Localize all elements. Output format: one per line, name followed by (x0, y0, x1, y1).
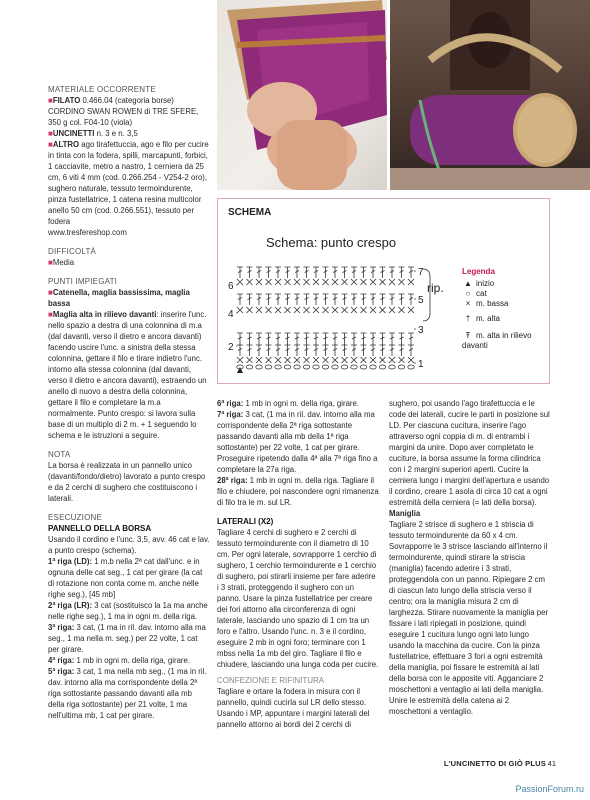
chain-stitch (370, 365, 376, 369)
chain-stitch (284, 365, 290, 369)
single-stitch (275, 307, 281, 313)
row-5: 5ª riga: 3 cat, 1 ma nella mb seg., (1 ma in ril. dav. intorno alla ma corrispondente della 2ª riga sottostante passando davanti alla mb della riga sottostante) per 21 volte, 1 ma nell'ultima mb, 1 cat per girare. (48, 667, 207, 720)
single-stitch (408, 307, 414, 313)
single-stitch (237, 357, 243, 363)
single-stitch (399, 357, 405, 363)
single-stitch (275, 357, 281, 363)
double-stitch (256, 267, 262, 278)
single-stitch (323, 357, 329, 363)
single-stitch (323, 279, 329, 285)
double-stitch (342, 267, 348, 278)
materials-filato: ■FILATO 0.466.04 (categoria borse) CORDINO SWAN ROWEN di TRE SFERE, 350 g col. F04-10 (viola) (48, 96, 199, 127)
double-stitch (408, 267, 414, 278)
double-stitch (408, 333, 414, 345)
double-stitch (361, 267, 367, 278)
double-stitch (389, 267, 395, 278)
execution-intro: Usando il cordino e l'unc. 3,5, avv. 46 cat e lav. a punto crespo (schema). (48, 535, 210, 555)
double-stitch (247, 333, 253, 345)
single-stitch (342, 357, 348, 363)
column-2 (217, 398, 379, 730)
repeat-bracket (423, 269, 430, 321)
row-number: 7 (418, 267, 424, 278)
double-stitch (323, 294, 329, 305)
single-stitch (370, 357, 376, 363)
single-stitch (256, 307, 262, 313)
double-stitch (313, 333, 319, 345)
single-stitch (266, 357, 272, 363)
single-stitch (304, 279, 310, 285)
double-stitch (294, 333, 300, 345)
double-stitch (370, 345, 376, 356)
single-stitch (247, 357, 253, 363)
row-number: 4 (228, 309, 234, 320)
double-stitch (247, 294, 253, 305)
single-stitch (408, 357, 414, 363)
finish-text: Tagliare e ortare la fodera in misura con il pannello, quindi cucirla sul LR dello stesso. Usando i MP, appuntare i margini laterali del pannello attorno ai bordi dei 2 cerchi di (217, 687, 370, 729)
single-stitch (247, 307, 253, 313)
double-stitch (342, 345, 348, 356)
single-stitch (332, 307, 338, 313)
double-stitch (361, 294, 367, 305)
single-stitch (389, 279, 395, 285)
lateral-text: Tagliare 4 cerchi di sughero e 2 cerchi di tessuto termoindurente con il diametro di 10 cm. Per ogni laterale, sovrapporre 1 cerchio di sughero, 1 cerchio termoindurente e 1 cerchio di sughero, poi stirarli insieme per fare aderire i 3 strati, proteggendo il sughero con un panno. Usare la pinza fustellatrice per creare dei fori attorno alla circonferenza di ogni laterale, lasciando uno spazio di 1 cm tra un foro e l'altro. Usando l'unc. n. 3 e il cordino, eseguire 2 mb in ogni foro; terminare con 1 mbss nella 1a mb del giro. Tagliare il filo e chiudere, lasciando una lunga coda per cucire. (217, 528, 379, 669)
double-stitch (304, 267, 310, 278)
chain-stitch (341, 365, 347, 369)
double-stitch (380, 294, 386, 305)
single-stitch (294, 279, 300, 285)
double-stitch (332, 267, 338, 278)
photo-bag-cylinder (390, 0, 590, 190)
row-28: 28ª riga: 1 mb in ogni m. della riga. Tagliare il filo e chiudere, poi nascondere ogni rimanenza di filo tra le m. sul LR. (217, 476, 379, 507)
single-stitch (266, 279, 272, 285)
single-stitch (380, 279, 386, 285)
chain-stitch (246, 365, 252, 369)
double-stitch (285, 267, 291, 278)
finish-heading: CONFEZIONE E RIFINITURA (217, 676, 325, 685)
single-stitch (351, 279, 357, 285)
double-stitch (370, 294, 376, 305)
page-number: 41 (547, 759, 556, 768)
single-stitch (399, 279, 405, 285)
single-stitch (285, 357, 291, 363)
legend-title: Legenda (462, 267, 495, 276)
double-stitch (399, 294, 405, 305)
double-stitch (237, 333, 243, 345)
double-stitch (342, 333, 348, 345)
chain-stitch (256, 365, 262, 369)
chain-stitch (408, 365, 414, 369)
note-text: La borsa è realizzata in un pannello unico (davanti/fondo/dietro) lavorato a punto crespo e da 2 cerchi di sughero che costituiscono i laterali. (48, 461, 206, 503)
double-stitch (389, 345, 395, 356)
single-stitch (304, 307, 310, 313)
single-stitch (370, 279, 376, 285)
column-1 (48, 84, 210, 721)
double-stitch (361, 345, 367, 356)
double-stitch (256, 294, 262, 305)
execution-heading: ESECUZIONE (48, 513, 103, 522)
chain-stitch (351, 365, 357, 369)
stitches-item-1: ■Catenella, maglia bassissima, maglia bassa (48, 288, 190, 308)
double-stitch (332, 345, 338, 356)
double-stitch (389, 333, 395, 345)
row-number: 2 (228, 342, 234, 353)
chain-stitch (379, 365, 385, 369)
chain-stitch (275, 365, 281, 369)
single-stitch (351, 357, 357, 363)
handle-text: Tagliare 2 strisce di sughero e 1 striscia di tessuto termoindurente da 60 x 4 cm. Sovrapporre le 3 strisce lasciando all'interno il termoindurente, quindi stirare la striscia (maniglia) facendo aderire i 3 strati, proteggendola con un panno. Ripiegare 2 cm di ciascun lato lungo della striscia verso il centro; ora la maniglia misura 2 cm di larghezza. Stirare nuovamente la maniglia per fissare i lati ripiegati in posizione, quindi eseguire 1 cucitura lungo ogni lato lungo usando la macchina da cucire. Con la pinza fustellatrice, effettuare 3 fori a ogni estremità della maniglia, poi fissare le estremità ai lati della borsa con le apposite viti. Agganciare 2 moschettoni a ventaglio ai lati della maniglia. Unire le estremità della catena ai 2 moschettoni a ventaglio. (389, 520, 549, 716)
chain-stitch (294, 365, 300, 369)
single-stitch (342, 279, 348, 285)
difficulty-value: ■Media (48, 258, 75, 267)
single-stitch (266, 307, 272, 313)
materials-website: www.tresfereshop.com (48, 228, 127, 237)
double-stitch (304, 333, 310, 345)
chain-stitch (398, 365, 404, 369)
single-stitch (294, 307, 300, 313)
single-stitch (256, 357, 262, 363)
double-stitch (275, 294, 281, 305)
chain-stitch (313, 365, 319, 369)
double-stitch (266, 345, 272, 356)
double-stitch (304, 294, 310, 305)
double-stitch (294, 294, 300, 305)
double-stitch (266, 294, 272, 305)
double-stitch (266, 333, 272, 345)
double-stitch (275, 267, 281, 278)
finish-text-continued: sughero, poi usando l'ago tirafettuccia e le code dei laterali, cucire le parti in posizione sul LD. Per ciascuna cucitura, inserire l'ago attraverso ogni coppia di m. di entrambi i margini da unire. Dopo aver completato le cuciture, la borsa assume la forma cilindrica con i 2 margini superiori aperti. Cucire la cerniera lungo i margini dell'apertura e usando il cordino, creare 1 asola di circa 10 cat a ogni estremità della cerniera (= lati della borsa). (389, 399, 550, 507)
single-stitch (380, 357, 386, 363)
double-stitch (399, 267, 405, 278)
double-stitch (294, 345, 300, 356)
double-stitch (399, 345, 405, 356)
row-1: 1ª riga (LD): 1 m.b nella 2ª cat dall'unc. e in ognuna delle cat seg., 1 cat per girare (la cat di rotazione non conta come m. anche nelle righe seg.), [45 mb] (48, 557, 203, 599)
double-stitch (332, 333, 338, 345)
double-stitch (275, 333, 281, 345)
magazine-name: L'UNCINETTO DI GIÒ PLUS (443, 759, 546, 768)
double-stitch (237, 294, 243, 305)
watermark: PassionForum.ru (515, 784, 584, 794)
row-number: 6 (228, 281, 234, 292)
single-stitch (323, 307, 329, 313)
single-stitch (256, 279, 262, 285)
single-stitch (389, 357, 395, 363)
double-stitch (313, 294, 319, 305)
double-stitch (294, 267, 300, 278)
double-stitch (332, 294, 338, 305)
legend-item-start: ▲ inizio (464, 279, 495, 288)
single-stitch (380, 307, 386, 313)
double-stitch (361, 333, 367, 345)
single-stitch (370, 307, 376, 313)
single-stitch (332, 279, 338, 285)
double-stitch (380, 345, 386, 356)
double-stitch (313, 345, 319, 356)
difficulty-heading: DIFFICOLTÀ (48, 247, 97, 256)
single-stitch (408, 279, 414, 285)
row-4: 4ª riga: 1 mb in ogni m. della riga, girare. (48, 656, 191, 665)
chain-stitch (360, 365, 366, 369)
double-stitch (380, 333, 386, 345)
single-stitch (399, 307, 405, 313)
single-stitch (351, 307, 357, 313)
row-7: 7ª riga: 3 cat, (1 ma in ril. dav. intorno alla ma corrispondente della 2ª riga sottostante passando davanti alla mb della 1ª riga sottostante) per 22 volte, 1 cat per girare. Proseguire ripetendo dalla 4ª alla 7ª riga fino a completare la 27a riga. (217, 410, 378, 474)
materials-uncinetti: ■UNCINETTI n. 3 e n. 3,5 (48, 129, 138, 138)
double-stitch (266, 267, 272, 278)
double-stitch (237, 345, 243, 356)
chain-stitch (303, 365, 309, 369)
double-stitch (323, 333, 329, 345)
column-3 (389, 398, 553, 717)
single-stitch (237, 279, 243, 285)
repeat-label: rip. (427, 281, 444, 295)
double-stitch (285, 294, 291, 305)
stitch-diagram (218, 199, 551, 385)
single-stitch (361, 279, 367, 285)
legend-item-single: × m. bassa (465, 299, 509, 308)
single-stitch (285, 279, 291, 285)
double-stitch (323, 345, 329, 356)
single-stitch (313, 279, 319, 285)
double-stitch (256, 333, 262, 345)
double-stitch (351, 333, 357, 345)
stitches-heading: PUNTI IMPIEGATI (48, 277, 118, 286)
legend-item-raised: Ŧ m. alta in rilievo davanti (462, 331, 532, 350)
single-stitch (389, 307, 395, 313)
single-stitch (361, 357, 367, 363)
single-stitch (332, 357, 338, 363)
single-stitch (275, 279, 281, 285)
single-stitch (294, 357, 300, 363)
double-stitch (313, 267, 319, 278)
row-number: 3 (418, 325, 424, 336)
single-stitch (313, 307, 319, 313)
start-marker (237, 367, 243, 373)
double-stitch (285, 333, 291, 345)
double-stitch (351, 294, 357, 305)
row-number: 1 (418, 359, 424, 370)
double-stitch (256, 345, 262, 356)
chain-stitch (265, 365, 271, 369)
note-heading: NOTA (48, 450, 71, 459)
row-6: 6ª riga: 1 mb in ogni m. della riga, girare. (217, 399, 360, 408)
single-stitch (361, 307, 367, 313)
photo-bag-zipper (217, 0, 387, 190)
double-stitch (370, 333, 376, 345)
stitches-item-2: ■Maglia alta in rilievo davanti: inserire l'unc. nello spazio a destra di una colonnina di m.a (dal davanti, verso il dietro e ancora davanti) facendo uscire l'unc. a sinistra della stessa colonnina, gettare il filo e tirare indietro l'unc. intorno alla stessa colonnina (dal davanti, verso il dietro e ancora davanti), estraendo un anello di nuovo a destra della colonnina, gettare il filo e completare la m.a normalmente. Punto crespo: si lavora sulla base di un multiplo di 2 m. + 1 seguendo lo schema e le istruzioni a seguire. (48, 310, 207, 440)
single-stitch (342, 307, 348, 313)
schema-subtitle: Schema: punto crespo (266, 235, 397, 250)
double-stitch (275, 345, 281, 356)
chain-stitch (389, 365, 395, 369)
double-stitch (380, 267, 386, 278)
double-stitch (237, 267, 243, 278)
row-2: 2ª riga (LR): 3 cat (sostituisco la 1a ma anche nelle righe seg.), 1 ma in ogni m. della riga. (48, 601, 208, 621)
double-stitch (323, 267, 329, 278)
schema-box (217, 198, 550, 384)
double-stitch (370, 267, 376, 278)
double-stitch (247, 345, 253, 356)
double-stitch (342, 294, 348, 305)
row-number: 5 (418, 295, 424, 306)
lateral-heading: LATERALI (X2) (217, 517, 274, 526)
materials-altro: ■ALTRO ago tirafettuccia, ago e filo per cucire in tinta con la fodera, spilli, marcapunti, forbici, 1 cacciavite, metro a nastro, 1 cerniera da 25 cm, 6 viti 4 mm (cod. 0.266.254 - V254-2 oro), sughero naturale, tessuto termoindurente, pinza fustellatrice, 1 catena resina multicolor anello 50 cm (cod. 0.266.551), tessuto per fodera (48, 140, 209, 226)
single-stitch (304, 357, 310, 363)
double-stitch (408, 294, 414, 305)
double-stitch (285, 345, 291, 356)
legend-item-double: † m. alta (465, 314, 501, 323)
row-3: 3ª riga: 3 cat, (1 ma in ril. dav. intorno alla ma seg., 1 ma nella m. seg.) per 22 volte, 1 cat per girare. (48, 623, 206, 654)
chain-stitch (322, 365, 328, 369)
double-stitch (351, 345, 357, 356)
double-stitch (351, 267, 357, 278)
materials-heading: MATERIALE OCCORRENTE (48, 85, 156, 94)
double-stitch (304, 345, 310, 356)
schema-heading: SCHEMA (228, 207, 272, 218)
handle-heading: Maniglia (389, 509, 421, 518)
panel-heading: PANNELLO DELLA BORSA (48, 524, 152, 533)
single-stitch (313, 357, 319, 363)
legend-item-chain: ○ cat (465, 289, 487, 298)
single-stitch (285, 307, 291, 313)
chain-stitch (332, 365, 338, 369)
double-stitch (408, 345, 414, 356)
double-stitch (399, 333, 405, 345)
single-stitch (247, 279, 253, 285)
double-stitch (389, 294, 395, 305)
double-stitch (247, 267, 253, 278)
single-stitch (237, 307, 243, 313)
